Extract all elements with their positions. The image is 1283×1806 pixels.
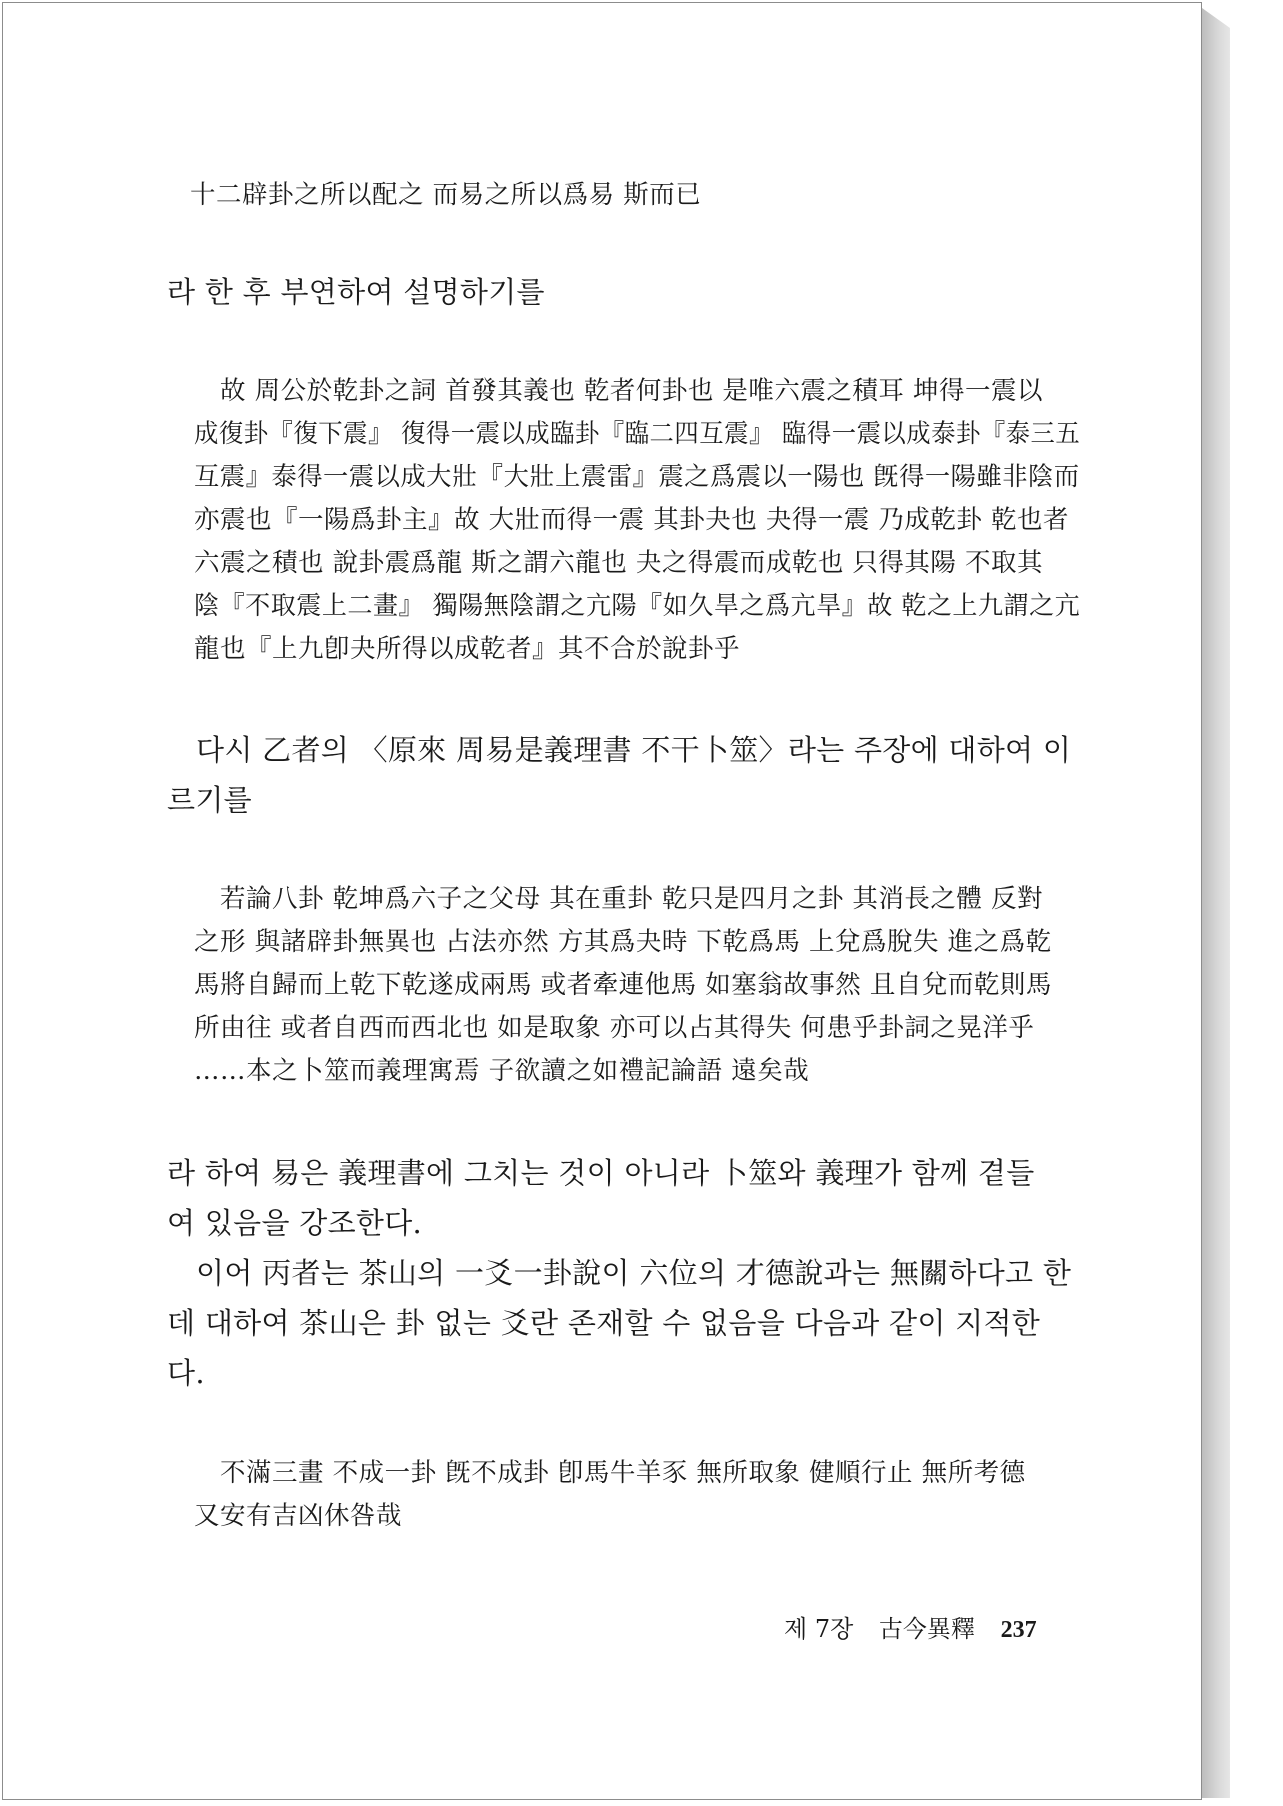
text-line: 이어 丙者는 茶山의 一爻一卦說이 六位의 才德說과는 無關하다고 한 [196, 1256, 1072, 1290]
text-line: 不滿三畫 不成一卦 旣不成卦 卽馬牛羊豕 無所取象 健順行止 無所考德 [220, 1458, 1026, 1488]
text-line: 라 한 후 부연하여 설명하기를 [167, 275, 545, 309]
chapter-title: 古今異釋 [878, 1615, 975, 1643]
text-line: 다시 乙者의 〈原來 周易是義理書 不干卜筮〉라는 주장에 대하여 이 [196, 733, 1072, 767]
text-line: 成復卦『復下震』 復得一震以成臨卦『臨二四互震』 臨得一震以成泰卦『泰三五 [194, 419, 1081, 449]
text-line: 亦震也『一陽爲卦主』故 大壯而得一震 其卦夬也 夬得一震 乃成乾卦 乾也者 [194, 505, 1070, 535]
page-number: 237 [1000, 1617, 1037, 1643]
page-edge [1202, 8, 1230, 1798]
text-line: 데 대하여 茶山은 卦 없는 爻란 존재할 수 없음을 다음과 같이 지적한 [167, 1306, 1041, 1340]
text-line: 여 있음을 강조한다. [167, 1206, 423, 1240]
text-line: 라 하여 易은 義理書에 그치는 것이 아니라 卜筮와 義理가 함께 곁들 [167, 1156, 1035, 1190]
text-line: 馬將自歸而上乾下乾遂成兩馬 或者牽連他馬 如塞翁故事然 且自兌而乾則馬 [194, 970, 1052, 1000]
text-line: 互震』泰得一震以成大壯『大壯上震雷』震之爲震以一陽也 旣得一陽雖非陰而 [194, 462, 1080, 492]
text-line: 十二辟卦之所以配之 而易之所以爲易 斯而已 [190, 180, 702, 210]
chapter-label: 제 7장 [784, 1615, 854, 1643]
text-line: 若論八卦 乾坤爲六子之父母 其在重卦 乾只是四月之卦 其消長之體 反對 [220, 884, 1044, 914]
text-line: 又安有吉凶休咎哉 [194, 1501, 403, 1531]
text-line: 所由往 或者自西而西北也 如是取象 亦可以占其得失 何患乎卦詞之晃洋乎 [194, 1013, 1035, 1043]
text-line: 故 周公於乾卦之詞 首發其義也 乾者何卦也 是唯六震之積耳 坤得一震以 [220, 376, 1044, 406]
text-line: 之形 與諸辟卦無異也 占法亦然 方其爲夬時 下乾爲馬 上兌爲脫失 進之爲乾 [194, 927, 1052, 957]
text-line: 龍也『上九卽夬所得以成乾者』其不合於說卦乎 [194, 634, 741, 664]
text-line: 다. [167, 1356, 205, 1390]
text-line: 六震之積也 說卦震爲龍 斯之謂六龍也 夬之得震而成乾也 只得其陽 不取其 [194, 548, 1044, 578]
page-footer [784, 1617, 1037, 1642]
text-line: ……本之卜筮而義理寓焉 子欲讀之如禮記論語 遠矣哉 [194, 1056, 810, 1086]
text-line: 르기를 [167, 783, 252, 817]
text-line: 陰『不取震上二畫』 獨陽無陰謂之亢陽『如久旱之爲亢旱』故 乾之上九謂之亢 [194, 591, 1081, 621]
